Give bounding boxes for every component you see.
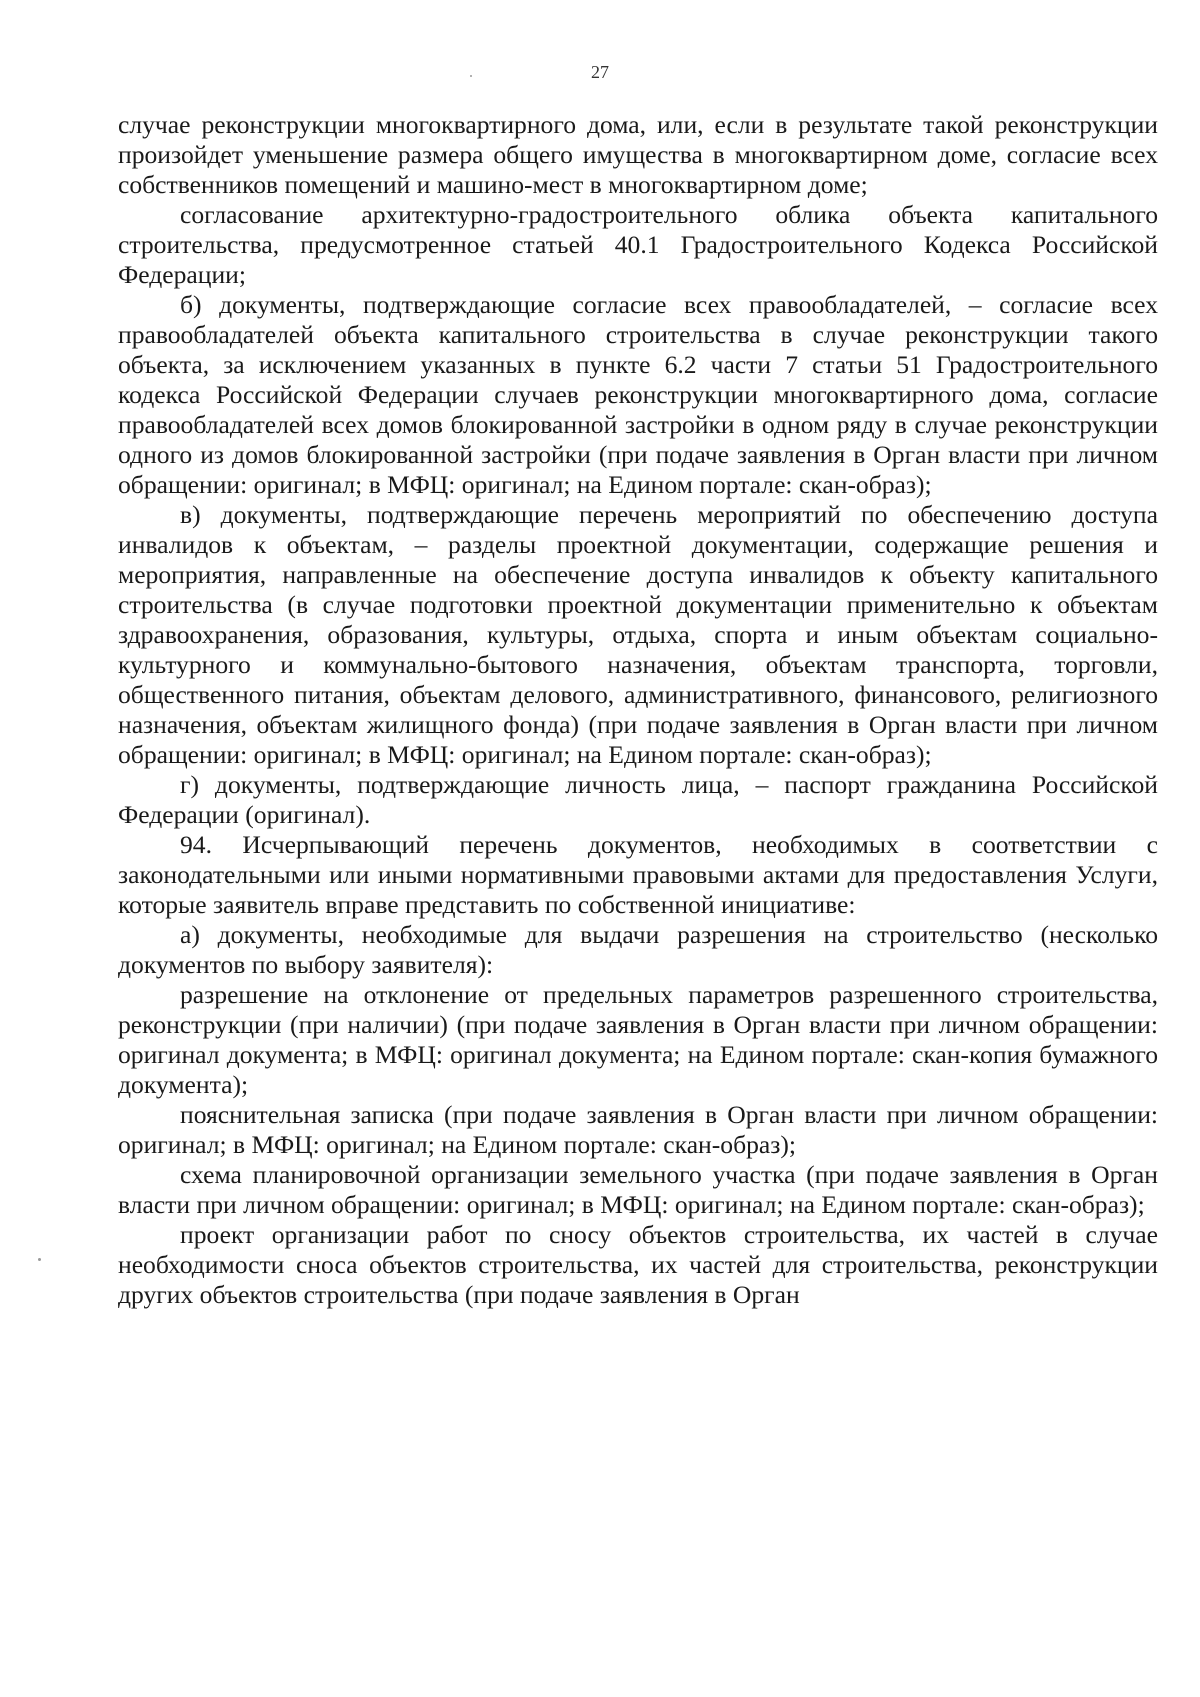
page-number: 27 (591, 62, 609, 82)
scan-speck (38, 1258, 41, 1261)
paragraph-architectural-approval: согласование архитектурно-градостроительного облика объекта капитального строительства, предусмотренное статьей 40.1 Градостроительного Кодекса Российской Федерации; (118, 200, 1158, 289)
paragraph-demolition-project: проект организации работ по сносу объектов строительства, их частей в случае необходимости сноса объектов строительства, их частей для строительства, реконструкции других объектов строительства (при подаче заявления в Орган (118, 1220, 1158, 1309)
paragraph-item-a-permit-documents: а) документы, необходимые для выдачи разрешения на строительство (несколько документов по выбору заявителя): (118, 920, 1158, 979)
paragraph-item-g-identity: г) документы, подтверждающие личность лица, – паспорт гражданина Российской Федерации (оригинал). (118, 770, 1158, 829)
paragraph-reconstruction-consent: случае реконструкции многоквартирного дома, или, если в результате такой реконструкции произойдет уменьшение размера общего имущества в многоквартирном доме, согласие всех собственников помещений и машино-мест в многоквартирном доме; (118, 110, 1158, 199)
paragraph-site-plan: схема планировочной организации земельного участка (при подаче заявления в Орган власти при личном обращении: оригинал; в МФЦ: оригинал; на Едином портале: скан-образ); (118, 1160, 1158, 1219)
paragraph-item-b-rightholders: б) документы, подтверждающие согласие всех правообладателей, – согласие всех правообладателей объекта капитального строительства в случае реконструкции такого объекта, за исключением указанных в пункте 6.2 части 7 статьи 51 Градостроительного кодекса Российской Федерации случаев реконструкции многоквартирного дома, согласие правообладателей всех домов блокированной застройки в одном ряду в случае реконструкции одного из домов блокированной застройки (при подаче заявления в Орган власти при личном обращении: оригинал; в МФЦ: оригинал; на Едином портале: скан-образ); (118, 290, 1158, 499)
paragraph-clause-94: 94. Исчерпывающий перечень документов, необходимых в соответствии с законодательными или иными нормативными правовыми актами для предоставления Услуги, которые заявитель вправе представить по собственной инициативе: (118, 830, 1158, 919)
paragraph-explanatory-note: пояснительная записка (при подаче заявления в Орган власти при личном обращении: оригинал; в МФЦ: оригинал; на Едином портале: скан-образ); (118, 1100, 1158, 1159)
paragraph-deviation-permit: разрешение на отклонение от предельных параметров разрешенного строительства, реконструкции (при наличии) (при подаче заявления в Орган власти при личном обращении: оригинал документа; в МФЦ: оригинал документа; на Едином портале: скан-копия бумажного документа); (118, 980, 1158, 1099)
scan-speck (470, 75, 472, 77)
paragraph-item-v-accessibility: в) документы, подтверждающие перечень мероприятий по обеспечению доступа инвалидов к объектам, – разделы проектной документации, содержащие решения и мероприятия, направленные на обеспечение доступа инвалидов к объекту капитального строительства (в случае подготовки проектной документации применительно к объектам здравоохранения, образования, культуры, отдыха, спорта и иным объектам социально-культурного и коммунально-бытового назначения, объектам транспорта, торговли, общественного питания, объектам делового, административного, финансового, религиозного назначения, объектам жилищного фонда) (при подаче заявления в Орган власти при личном обращении: оригинал; в МФЦ: оригинал; на Едином портале: скан-образ); (118, 500, 1158, 769)
document-body (118, 110, 1158, 1310)
